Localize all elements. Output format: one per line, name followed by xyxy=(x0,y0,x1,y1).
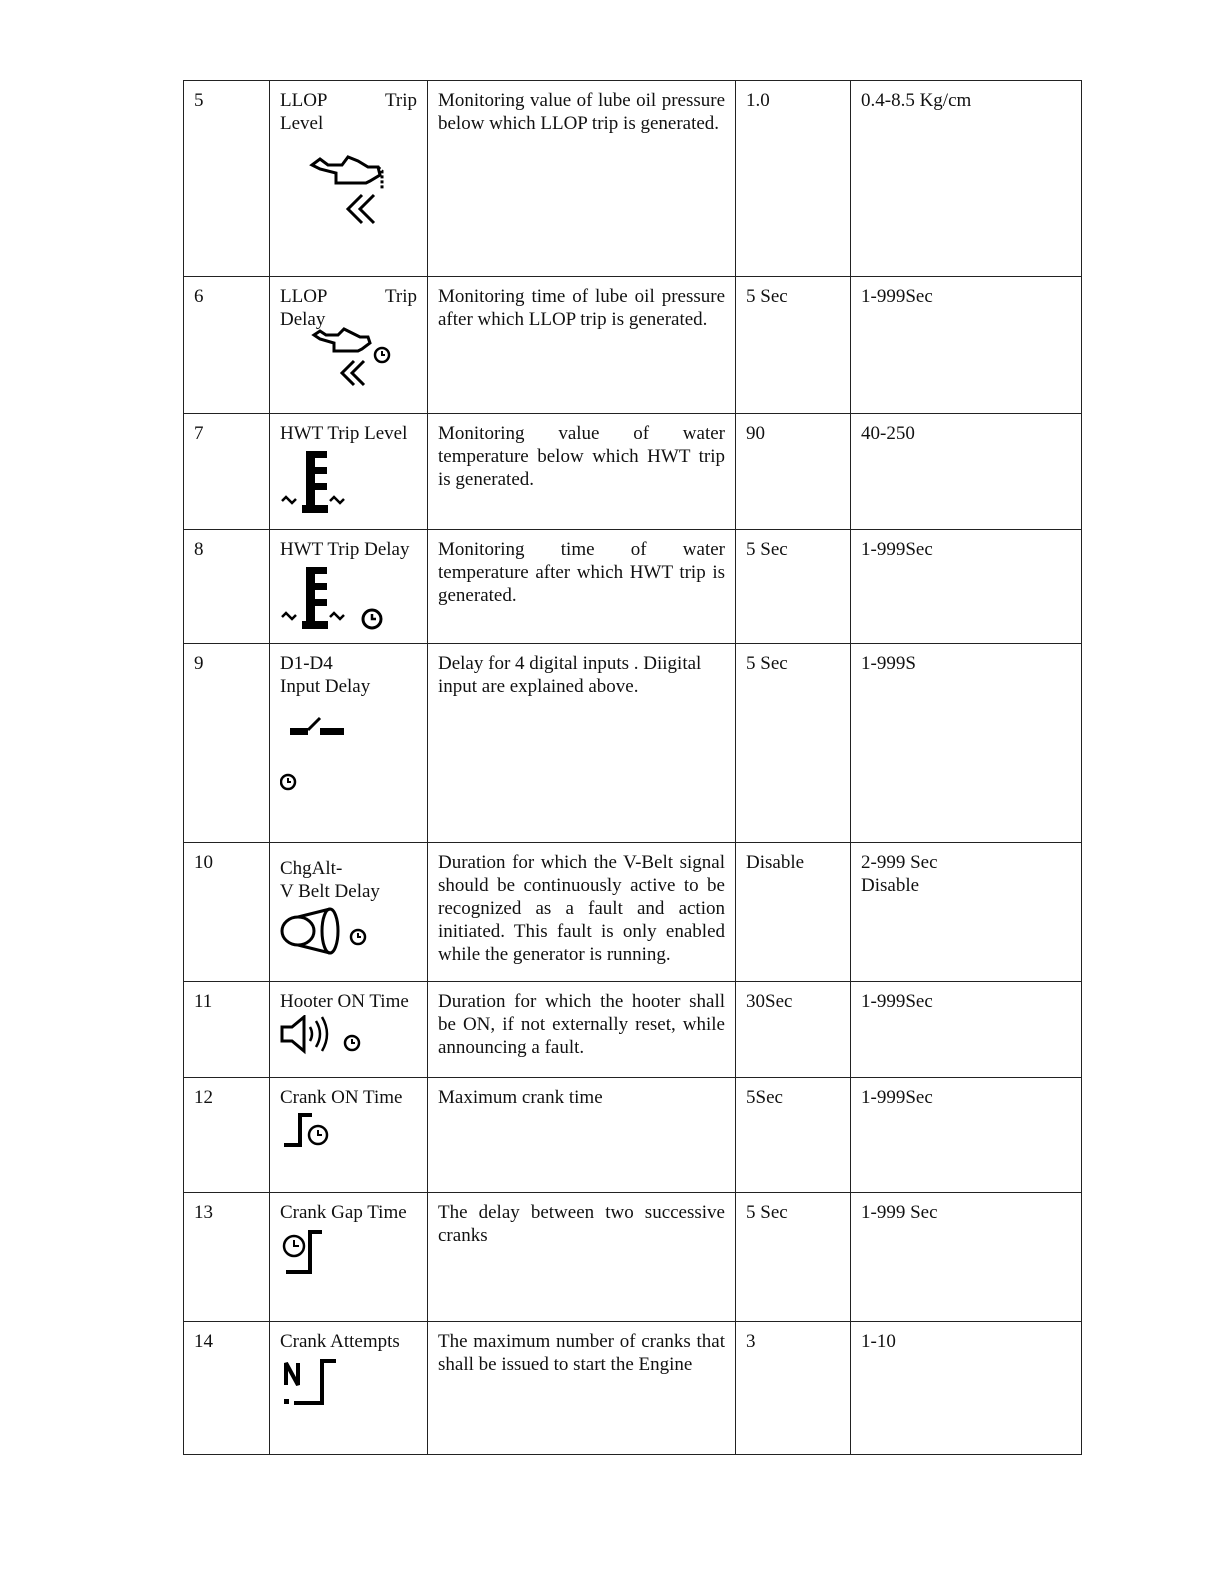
table-row xyxy=(184,644,1082,843)
default-value: 1.0 xyxy=(736,81,851,277)
default-value: 5 Sec xyxy=(736,530,851,644)
default-value: Disable xyxy=(736,843,851,982)
parameter-name: Crank ON Time xyxy=(270,1078,428,1193)
value-range: 1-999Sec xyxy=(851,530,1082,644)
parameter-name: HWT Trip Delay xyxy=(270,530,428,644)
parameter-description: Monitoring value of lube oil pressure below which LLOP trip is generated. xyxy=(428,81,736,277)
parameter-name: HWT Trip Level xyxy=(270,414,428,530)
table-row xyxy=(184,1193,1082,1322)
hooter-speaker-timer-icon xyxy=(280,1015,380,1055)
digital-input-switch-icon xyxy=(280,710,360,800)
parameter-name: LLOP Trip Delay xyxy=(270,277,428,414)
value-range: 1-999S xyxy=(851,644,1082,843)
water-temperature-icon xyxy=(280,447,360,517)
parameter-description: Monitoring time of lube oil pressure after which LLOP trip is generated. xyxy=(428,277,736,414)
parameter-description: The maximum number of cranks that shall be issued to start the Engine xyxy=(428,1322,736,1455)
row-number: 8 xyxy=(184,530,270,644)
row-number: 11 xyxy=(184,982,270,1078)
default-value: 30Sec xyxy=(736,982,851,1078)
value-range: 1-999Sec xyxy=(851,1078,1082,1193)
table-row xyxy=(184,277,1082,414)
row-number: 12 xyxy=(184,1078,270,1193)
parameter-table xyxy=(183,80,1082,1455)
parameter-description: Maximum crank time xyxy=(428,1078,736,1193)
default-value: 5 Sec xyxy=(736,644,851,843)
parameter-name: D1-D4 Input Delay xyxy=(270,644,428,843)
parameter-name: Hooter ON Time xyxy=(270,982,428,1078)
table-row xyxy=(184,843,1082,982)
parameter-description: Duration for which the V-Belt signal should be continuously active to be recognized as a fault and action initiated. This fault is only enabled while the generator is running. xyxy=(428,843,736,982)
row-number: 10 xyxy=(184,843,270,982)
row-number: 9 xyxy=(184,644,270,843)
v-belt-timer-icon xyxy=(280,907,380,957)
water-temperature-timer-icon xyxy=(280,563,390,633)
crank-timer-icon xyxy=(280,1111,340,1151)
row-number: 7 xyxy=(184,414,270,530)
lube-oil-pressure-timer-icon xyxy=(310,327,420,391)
row-number: 13 xyxy=(184,1193,270,1322)
table-row xyxy=(184,414,1082,530)
parameter-description: Monitoring time of water temperature after which HWT trip is generated. xyxy=(428,530,736,644)
value-range: 1-999 Sec xyxy=(851,1193,1082,1322)
crank-gap-timer-icon xyxy=(280,1226,340,1278)
default-value: 3 xyxy=(736,1322,851,1455)
value-range: 40-250 xyxy=(851,414,1082,530)
table-row xyxy=(184,81,1082,277)
table-row xyxy=(184,530,1082,644)
parameter-name: Crank Attempts xyxy=(270,1322,428,1455)
value-range: 1-999Sec xyxy=(851,277,1082,414)
parameter-description: Delay for 4 digital inputs . Diigital input are explained above. xyxy=(428,644,736,843)
row-number: 5 xyxy=(184,81,270,277)
default-value: 90 xyxy=(736,414,851,530)
value-range: 1-10 xyxy=(851,1322,1082,1455)
value-range: 0.4-8.5 Kg/cm xyxy=(851,81,1082,277)
parameter-name: LLOP Trip Level xyxy=(270,81,428,277)
table-row xyxy=(184,1322,1082,1455)
parameter-name: Crank Gap Time xyxy=(270,1193,428,1322)
table-row xyxy=(184,1078,1082,1193)
value-range: 2-999 Sec Disable xyxy=(851,843,1082,982)
crank-attempts-icon xyxy=(280,1355,350,1411)
default-value: 5 Sec xyxy=(736,277,851,414)
default-value: 5Sec xyxy=(736,1078,851,1193)
lube-oil-pressure-icon xyxy=(308,153,398,233)
row-number: 6 xyxy=(184,277,270,414)
table-row xyxy=(184,982,1082,1078)
row-number: 14 xyxy=(184,1322,270,1455)
parameter-description: The delay between two successive cranks xyxy=(428,1193,736,1322)
parameter-description: Monitoring value of water temperature below which HWT trip is generated. xyxy=(428,414,736,530)
parameter-description: Duration for which the hooter shall be ON, if not externally reset, while announcing a fault. xyxy=(428,982,736,1078)
value-range: 1-999Sec xyxy=(851,982,1082,1078)
parameter-name: ChgAlt- V Belt Delay xyxy=(270,843,428,982)
default-value: 5 Sec xyxy=(736,1193,851,1322)
